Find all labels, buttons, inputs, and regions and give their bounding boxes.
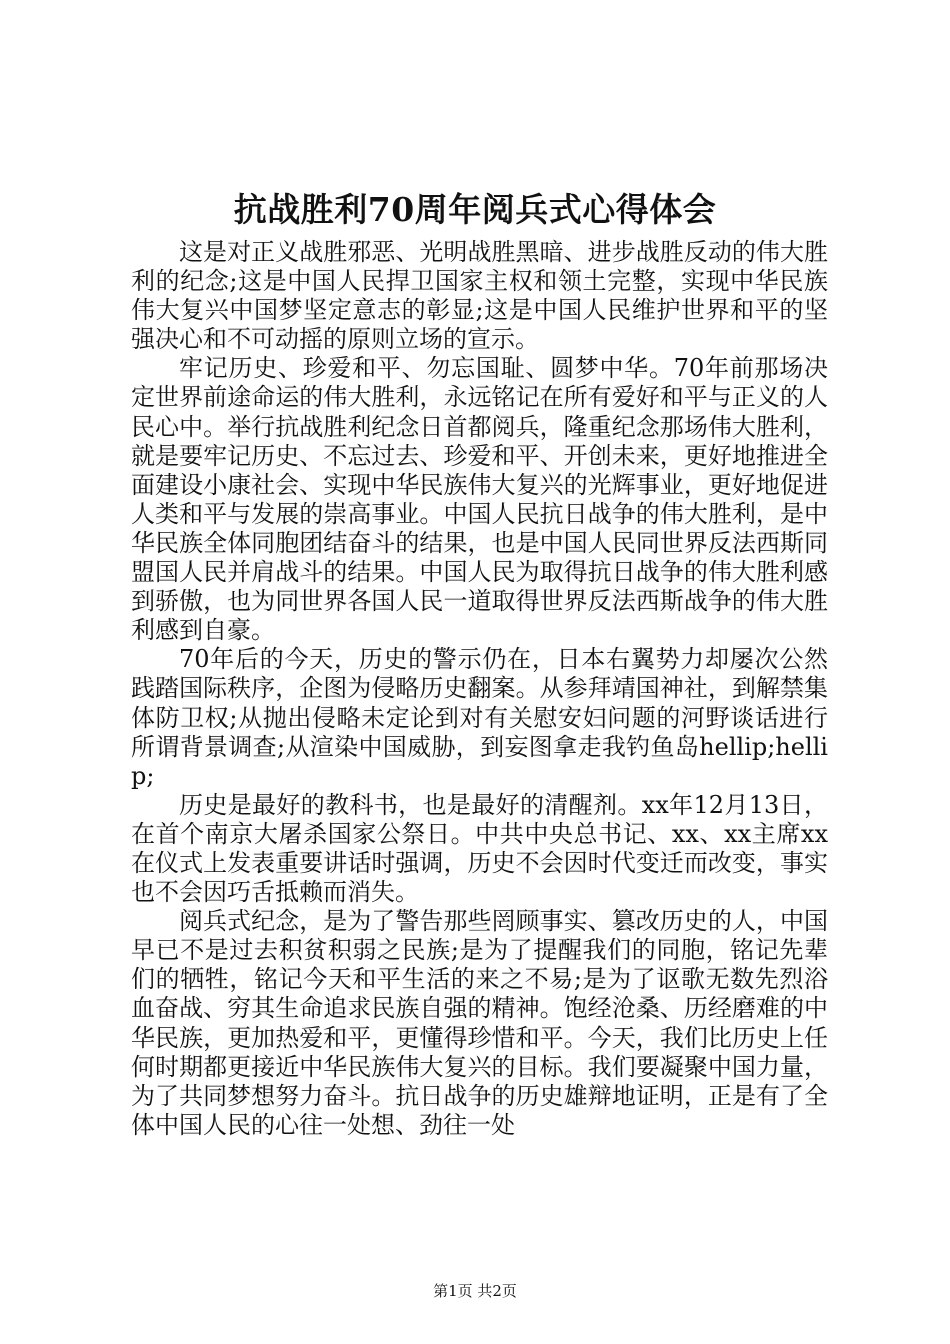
paragraph-3: 70年后的今天，历史的警示仍在，日本右翼势力却屡次公然践踏国际秩序，企图为侵略历史翻案。从参拜靖国神社，到解禁集体防卫权;从抛出侵略未定论到对有关慰安妇问题的河野谈话进行所谓背景调查;从渲染中国威胁，到妄图拿走我钓鱼岛hellip;hellip; — [131, 645, 828, 790]
paragraph-2: 牢记历史、珍爱和平、勿忘国耻、圆梦中华。70年前那场决定世界前途命运的伟大胜利，永远铭记在所有爱好和平与正义的人民心中。举行抗战胜利纪念日首都阅兵，隆重纪念那场伟大胜利，就是要牢记历史、不忘过去、珍爱和平、开创未来，更好地推进全面建设小康社会、实现中华民族伟大复兴的光辉事业，更好地促进人类和平与发展的崇高事业。中国人民抗日战争的伟大胜利，是中华民族全体同胞团结奋斗的结果，也是中国人民同世界反法西斯同盟国人民并肩战斗的结果。中国人民为取得抗日战争的伟大胜利感到骄傲，也为同世界各国人民一道取得世界反法西斯战争的伟大胜利感到自豪。 — [131, 354, 828, 645]
paragraph-5: 阅兵式纪念，是为了警告那些罔顾事实、篡改历史的人，中国早已不是过去积贫积弱之民族;是为了提醒我们的同胞，铭记先辈们的牺牲，铭记今天和平生活的来之不易;是为了讴歌无数先烈浴血奋战、穷其生命追求民族自强的精神。饱经沧桑、历经磨难的中华民族，更加热爱和平，更懂得珍惜和平。今天，我们比历史上任何时期都更接近中华民族伟大复兴的目标。我们要凝聚中国力量，为了共同梦想努力奋斗。抗日战争的历史雄辩地证明，正是有了全体中国人民的心往一处想、劲往一处 — [131, 907, 828, 1139]
document-title: 抗战胜利70周年阅兵式心得体会 — [233, 190, 717, 229]
paragraph-1: 这是对正义战胜邪恶、光明战胜黑暗、进步战胜反动的伟大胜利的纪念;这是中国人民捍卫国家主权和领土完整，实现中华民族伟大复兴中国梦坚定意志的彰显;这是中国人民维护世界和平的坚强决心和不可动摇的原则立场的宣示。 — [131, 238, 828, 354]
document-body — [131, 238, 828, 1140]
paragraph-4: 历史是最好的教科书，也是最好的清醒剂。xx年12月13日，在首个南京大屠杀国家公祭日。中共中央总书记、xx、xx主席xx在仪式上发表重要讲话时强调，历史不会因时代变迁而改变，事实也不会因巧舌抵赖而消失。 — [131, 790, 828, 907]
page-number-footer: 第1页 共2页 — [433, 1282, 517, 1300]
